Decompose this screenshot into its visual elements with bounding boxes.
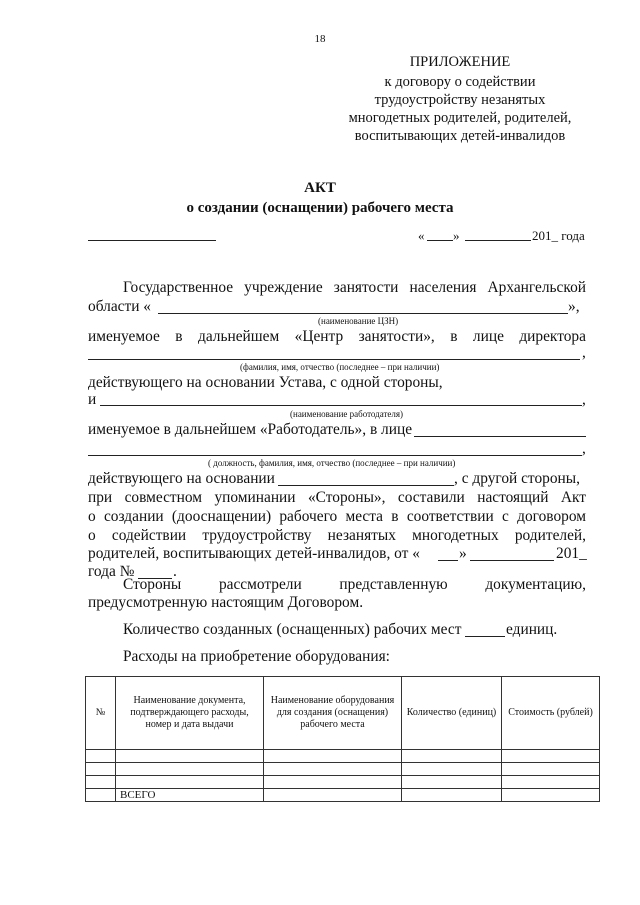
table-cell[interactable]	[502, 776, 600, 789]
text-line: действующего на основании	[88, 470, 275, 487]
word: лице	[472, 328, 504, 345]
director-fio-blank	[88, 359, 580, 360]
text-and: и	[88, 391, 97, 408]
appendix-line: к договору о содействии	[384, 74, 536, 90]
text-close: »,	[568, 298, 580, 315]
table-header-row	[86, 677, 600, 750]
table-total-row	[86, 789, 600, 802]
text-line: Количество созданных (оснащенных) рабочих мест	[123, 621, 462, 638]
text-oblast: области «	[88, 298, 151, 315]
month-blank	[465, 240, 531, 241]
text-line: года №	[88, 563, 135, 580]
table-cell[interactable]	[86, 776, 116, 789]
quantity-blank	[465, 636, 505, 637]
comma: ,	[582, 391, 586, 408]
table-cell	[86, 789, 116, 802]
position-fio-blank	[88, 455, 582, 456]
header-cell: Количество (единиц)	[402, 677, 502, 750]
word: именуемое	[88, 328, 160, 345]
act-title: АКТ	[304, 180, 336, 196]
text-line: о содействии трудоустройству незанятых многодетных родителей,	[88, 527, 586, 544]
text-line: Стороны рассмотрели представленную документацию,	[123, 576, 586, 593]
word: занятости»,	[358, 328, 435, 345]
table-cell[interactable]	[402, 750, 502, 763]
text-year: 201_	[556, 545, 587, 562]
table-cell[interactable]	[86, 750, 116, 763]
appendix-line: воспитывающих детей-инвалидов	[354, 128, 566, 144]
table-cell[interactable]	[264, 750, 402, 763]
text-line-justified	[88, 328, 586, 346]
page-number: 18	[314, 33, 326, 45]
caption-employer: (наименование работодателя)	[290, 409, 404, 419]
header-cell: Стоимость (рублей)	[502, 677, 600, 750]
header-cell: №	[86, 677, 116, 750]
table-cell[interactable]	[402, 763, 502, 776]
basis-blank	[278, 485, 454, 486]
table-cell[interactable]	[402, 789, 502, 802]
table-cell[interactable]	[264, 763, 402, 776]
table-cell[interactable]	[86, 763, 116, 776]
total-label: ВСЕГО	[116, 789, 264, 802]
table-row	[86, 750, 600, 763]
appendix-heading: ПРИЛОЖЕНИЕ	[409, 54, 511, 70]
expenses-table	[85, 676, 600, 802]
table-cell[interactable]	[502, 750, 600, 763]
date-quote-open: «	[418, 228, 425, 243]
header-cell: Наименование оборудования для создания (оснащения) рабочего места	[264, 677, 402, 750]
text-line: именуемое в дальнейшем «Работодатель», в лице	[88, 421, 413, 438]
appendix-line: многодетных родителей, родителей,	[348, 110, 572, 126]
appendix-line: трудоустройству незанятых	[374, 92, 546, 108]
table-cell[interactable]	[264, 776, 402, 789]
word: в	[450, 328, 458, 345]
text-line: действующего на основании Устава, с одной стороны,	[88, 374, 443, 391]
date-quote-close: »	[453, 228, 460, 243]
text-line: Государственное учреждение занятости населения Архангельской	[123, 279, 586, 296]
word: в	[175, 328, 183, 345]
word: «Центр	[294, 328, 344, 345]
contract-day-blank	[438, 560, 458, 561]
czn-name-blank	[158, 313, 568, 314]
text-dot: .	[173, 563, 177, 580]
comma: ,	[582, 440, 586, 457]
date-year: 201_ года	[532, 228, 585, 243]
text-line: предусмотренную настоящим Договором.	[88, 594, 364, 611]
text-line: , с другой стороны,	[454, 470, 580, 487]
caption-fio: (фамилия, имя, отчество (последнее – при наличии)	[240, 362, 440, 372]
day-blank	[427, 240, 453, 241]
word: дальнейшем	[197, 328, 280, 345]
word: директора	[519, 328, 586, 345]
text-line: при совместном упоминании «Стороны», составили настоящий Акт	[88, 489, 586, 506]
employer-name-blank	[100, 405, 582, 406]
text-line: единиц.	[506, 621, 558, 638]
table-cell[interactable]	[116, 750, 264, 763]
table-cell[interactable]	[264, 789, 402, 802]
comma: ,	[582, 344, 586, 361]
header-cell: Наименование документа, подтверждающего расходы, номер и дата выдачи	[116, 677, 264, 750]
table-cell[interactable]	[402, 776, 502, 789]
table-cell[interactable]	[116, 763, 264, 776]
table-cell[interactable]	[502, 789, 600, 802]
table-row	[86, 763, 600, 776]
text-line: родителей, воспитывающих детей-инвалидов, от «	[88, 545, 420, 562]
text-line: о создании (дооснащении) рабочего места в соответствии с договором	[88, 508, 586, 525]
table-cell[interactable]	[116, 776, 264, 789]
employer-rep-blank	[414, 436, 586, 437]
table-cell[interactable]	[502, 763, 600, 776]
table-row	[86, 776, 600, 789]
place-blank	[88, 240, 216, 241]
text-line: Расходы на приобретение оборудования:	[123, 648, 390, 665]
caption-czn: (наименование ЦЗН)	[318, 316, 399, 326]
act-subtitle: о создании (оснащении) рабочего места	[186, 200, 454, 216]
caption-position: ( должность, фамилия, имя, отчество (последнее – при наличии)	[208, 458, 456, 468]
text-quote-close: »	[459, 545, 467, 562]
contract-month-blank	[470, 560, 554, 561]
